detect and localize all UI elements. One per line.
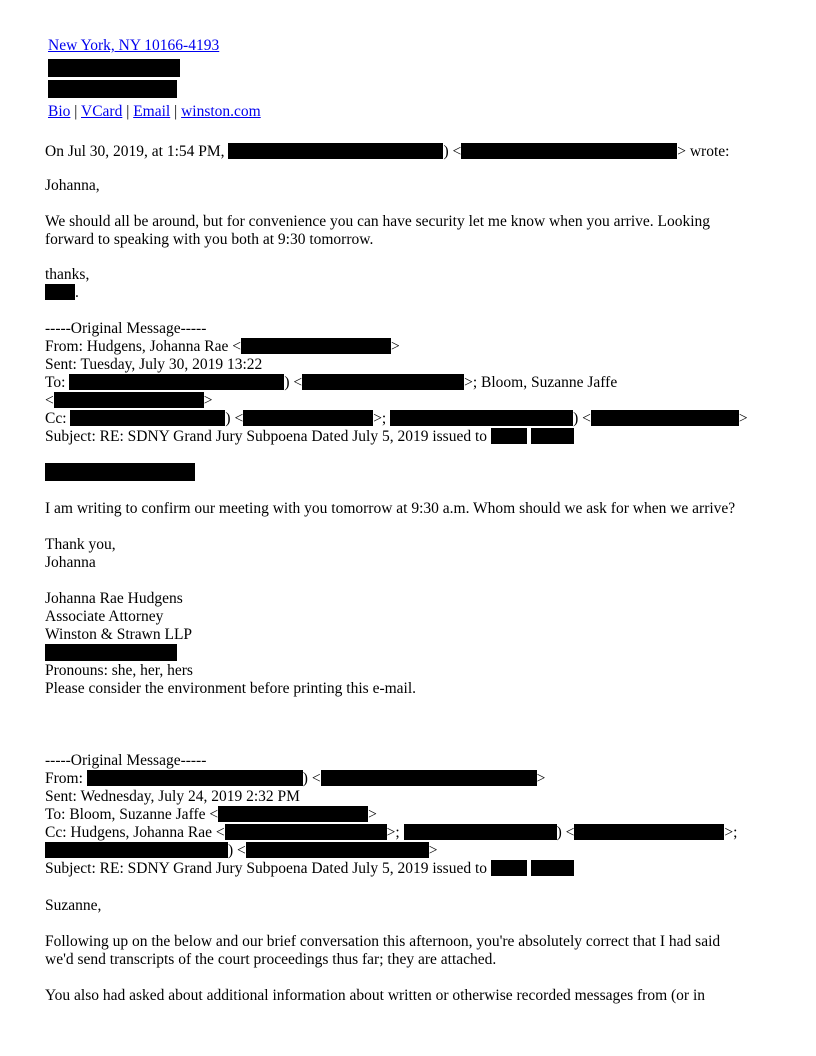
redaction-bar	[321, 770, 537, 786]
message1-thanks: Thank you,	[45, 536, 116, 553]
from-close: >	[536, 770, 546, 787]
reply-signer	[45, 284, 79, 302]
sig-environment-note: Please consider the environment before printing this e-mail.	[45, 680, 417, 697]
message1-to	[45, 374, 617, 392]
reply-salutation: Johanna,	[45, 177, 100, 194]
reply-header	[45, 143, 729, 161]
redaction-bar	[48, 59, 180, 77]
sig-pronouns: Pronouns: she, her, hers	[45, 662, 193, 679]
sig-name: Johanna Rae Hudgens	[45, 590, 183, 607]
website-link[interactable]: winston.com	[181, 103, 261, 120]
from-mid: ) <	[302, 770, 321, 787]
message2-paragraph2-line1: You also had asked about additional information about written or otherwise recorded messages from (or in	[45, 987, 706, 1004]
cc-close: >	[428, 842, 438, 859]
to-cont-close: >	[203, 392, 213, 409]
redaction-bar	[302, 374, 464, 390]
message1-cc	[45, 410, 748, 428]
redaction-bar	[390, 410, 573, 426]
from-label: From: Hudgens, Johanna Rae <	[45, 338, 242, 355]
message2-from	[45, 770, 545, 788]
to-close: >	[368, 806, 377, 823]
message1-from	[45, 338, 400, 356]
cc-mid: ) <	[228, 842, 246, 859]
redaction-bar	[404, 824, 557, 840]
sig-redacted-line	[45, 644, 177, 663]
reply-header-lt: ) <	[443, 143, 462, 160]
original-message-divider: -----Original Message-----	[45, 320, 207, 337]
redaction-bar	[491, 860, 527, 876]
message1-sent: Sent: Tuesday, July 30, 2019 13:22	[45, 356, 263, 373]
redaction-bar	[225, 824, 387, 840]
subject-text: Subject: RE: SDNY Grand Jury Subpoena Dated July 5, 2019 issued to	[45, 860, 487, 877]
redaction-bar	[45, 842, 228, 858]
cc-mid: ) <	[573, 410, 591, 427]
message2-to	[45, 806, 377, 824]
redaction-bar	[228, 143, 443, 159]
message1-signoff: Johanna	[45, 554, 96, 571]
sig-title: Associate Attorney	[45, 608, 164, 625]
redaction-bar	[574, 824, 724, 840]
cc-mid: >;	[724, 824, 738, 841]
message1-redacted-greeting	[45, 463, 195, 483]
message2-cc	[45, 824, 737, 842]
signer-period: .	[75, 284, 79, 301]
link-separator: |	[174, 103, 178, 120]
cc-mid: ) <	[225, 410, 244, 427]
message1-subject	[45, 428, 574, 446]
cc-mid: >;	[373, 410, 387, 427]
email-link[interactable]: Email	[133, 103, 171, 120]
redaction-bar	[531, 428, 574, 444]
subject-text: Subject: RE: SDNY Grand Jury Subpoena Dated July 5, 2019 issued to	[45, 428, 487, 445]
redaction-bar	[45, 284, 75, 300]
address-link[interactable]: New York, NY 10166-4193	[48, 37, 220, 54]
to-cont-open: <	[45, 392, 54, 409]
redaction-bar	[69, 374, 284, 390]
link-separator: |	[74, 103, 78, 120]
cc-label: Cc:	[45, 410, 67, 427]
message2-sent: Sent: Wednesday, July 24, 2019 2:32 PM	[45, 788, 300, 805]
to-label: To:	[45, 374, 66, 391]
redaction-bar	[491, 428, 527, 444]
redaction-bar	[591, 410, 739, 426]
redaction-bar	[45, 644, 177, 661]
redaction-bar	[218, 806, 368, 822]
to-mid: ) <	[284, 374, 303, 391]
original-message-divider-2: -----Original Message-----	[45, 752, 207, 769]
cc-close: >	[738, 410, 748, 427]
message2-paragraph1-line2: we'd send transcripts of the court proceedings thus far; they are attached.	[45, 951, 497, 968]
message2-salutation: Suzanne,	[45, 897, 102, 914]
sig-firm: Winston & Strawn LLP	[45, 626, 193, 643]
from-label: From:	[45, 770, 83, 787]
from-close: >	[391, 338, 400, 355]
message2-subject	[45, 860, 574, 878]
redaction-bar	[531, 860, 574, 876]
redacted-signature-line-2	[48, 80, 177, 100]
to-label: To: Bloom, Suzanne Jaffe <	[45, 806, 219, 823]
cc-label: Cc: Hudgens, Johanna Rae <	[45, 824, 225, 841]
message2-cc-continued	[45, 842, 438, 860]
message1-to-continued	[45, 392, 213, 410]
reply-paragraph-line-1: We should all be around, but for convenience you can have security let me know when you arrive. Looking	[45, 213, 711, 230]
to-tail: >; Bloom, Suzanne Jaffe	[464, 374, 618, 391]
redaction-bar	[246, 842, 429, 858]
redaction-bar	[45, 463, 195, 481]
link-separator: |	[126, 103, 130, 120]
redaction-bar	[241, 338, 391, 354]
redacted-signature-line-1	[48, 59, 180, 79]
redaction-bar	[87, 770, 303, 786]
reply-header-prefix: On Jul 30, 2019, at 1:54 PM,	[45, 143, 225, 160]
redaction-bar	[461, 143, 677, 159]
cc-mid: ) <	[556, 824, 575, 841]
message1-body: I am writing to confirm our meeting with you tomorrow at 9:30 a.m. Whom should we ask for when we arrive?	[45, 500, 736, 517]
reply-header-suffix: > wrote:	[677, 143, 730, 160]
reply-closing: thanks,	[45, 266, 90, 283]
redaction-bar	[70, 410, 225, 426]
signature-address[interactable]	[48, 37, 219, 55]
redaction-bar	[54, 392, 204, 408]
bio-link[interactable]: Bio	[48, 103, 71, 120]
message2-paragraph1-line1: Following up on the below and our brief conversation this afternoon, you're absolutely correct that I had said	[45, 933, 721, 950]
cc-mid: >;	[386, 824, 400, 841]
redaction-bar	[243, 410, 373, 426]
reply-paragraph-line-2: forward to speaking with you both at 9:30 tomorrow.	[45, 231, 374, 248]
redaction-bar	[48, 80, 177, 98]
vcard-link[interactable]: VCard	[81, 103, 123, 120]
signature-links-row	[48, 103, 261, 121]
